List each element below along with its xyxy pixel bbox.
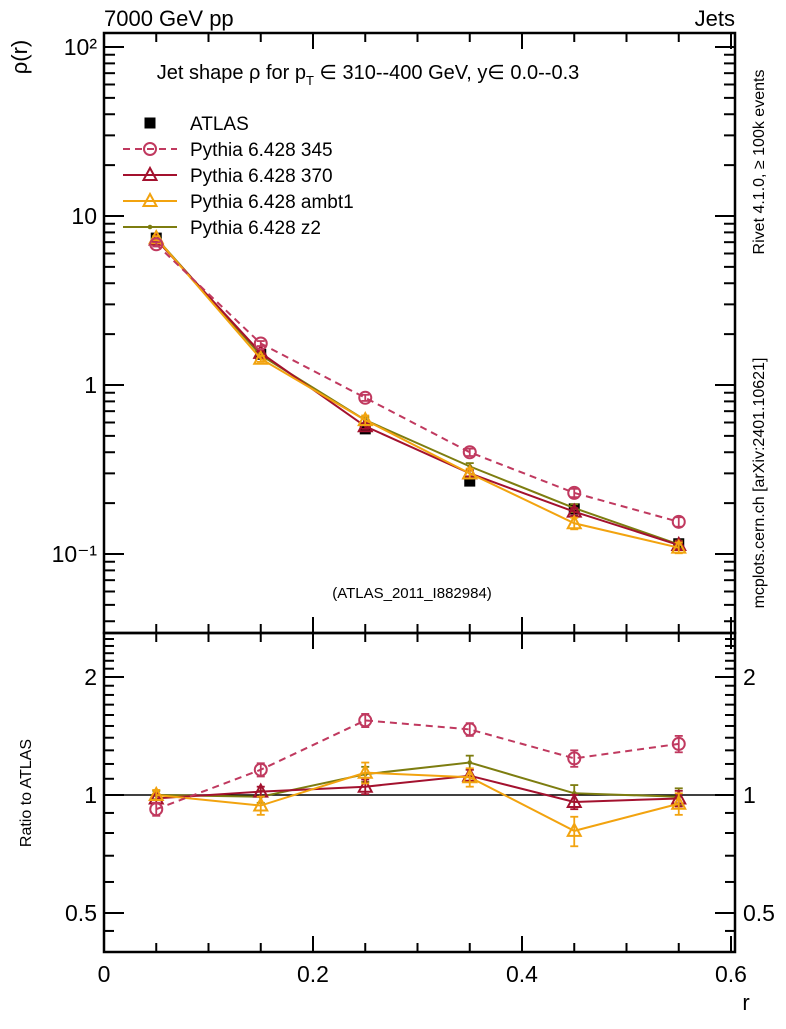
series-line: [156, 776, 679, 802]
legend-item-pythia-370: [123, 166, 333, 187]
x-tick-label: 0: [97, 961, 111, 987]
series-line: [156, 238, 679, 544]
main-y-axis-label: ρ(r): [7, 39, 32, 75]
top-right-title: Jets: [694, 6, 735, 31]
x-tick-label: 0.4: [506, 961, 538, 987]
main-y-tick-label: 1: [84, 372, 97, 398]
x-axis-label: r: [742, 990, 750, 1015]
legend-label: ATLAS: [190, 114, 249, 135]
x-tick-label: 0.2: [297, 961, 329, 987]
series-pythia-370: [150, 233, 686, 550]
ratio-panel-frame: [104, 633, 735, 952]
x-tick-label: 0.6: [715, 961, 747, 987]
series-line: [156, 763, 679, 797]
series-line: [156, 238, 679, 548]
ratio-y-axis-label: Ratio to ATLAS: [18, 738, 35, 848]
legend-label: Pythia 6.428 ambt1: [190, 192, 354, 213]
legend-label: Pythia 6.428 345: [190, 140, 333, 161]
data-point-dot: [467, 760, 472, 765]
ratio-y-tick-label: 0.5: [65, 900, 97, 927]
main-y-tick-label: 10²: [63, 34, 97, 60]
ratio-y-tick-label-right: 0.5: [743, 900, 775, 927]
axis-tick-labels: [52, 34, 775, 987]
legend-label: Pythia 6.428 z2: [190, 218, 321, 239]
rivet-version-label: Rivet 4.1.0, ≥ 100k events: [751, 69, 768, 255]
legend: [123, 114, 354, 239]
legend-item-atlas: [145, 114, 249, 135]
plot-title: Jet shape ρ for $p_T$ ∈ 310--400 GeV, y∈ 0.0--0.3: [156, 62, 580, 88]
ratio-y-tick-label-right: 1: [743, 782, 756, 808]
mcplots-arxiv-label: mcplots.cern.ch [arXiv:2401.10621]: [751, 357, 768, 609]
watermark-label: (ATLAS_2011_I882984): [332, 585, 492, 602]
ratio-y-tick-label: 1: [84, 782, 97, 808]
data-point-square: [145, 118, 156, 129]
main-y-tick-label: 10: [71, 203, 97, 229]
legend-label: Pythia 6.428 370: [190, 166, 333, 187]
top-left-title: 7000 GeV pp: [104, 6, 234, 31]
main-panel-series: [150, 231, 686, 553]
series-atlas: [151, 233, 685, 550]
ratio-panel-series: [104, 714, 735, 846]
series-pythia-ambt1: [150, 763, 686, 847]
series-pythia-ambt1: [150, 231, 686, 553]
ratio-y-tick-label: 2: [84, 663, 97, 690]
legend-item-pythia-345: [123, 140, 333, 161]
series-line: [156, 244, 679, 522]
ratio-y-tick-label-right: 2: [743, 663, 756, 690]
series-pythia-345: [150, 238, 685, 528]
data-point-dot: [148, 225, 153, 230]
legend-item-pythia-ambt1: [123, 192, 354, 213]
main-y-tick-label: 10⁻¹: [51, 541, 97, 567]
